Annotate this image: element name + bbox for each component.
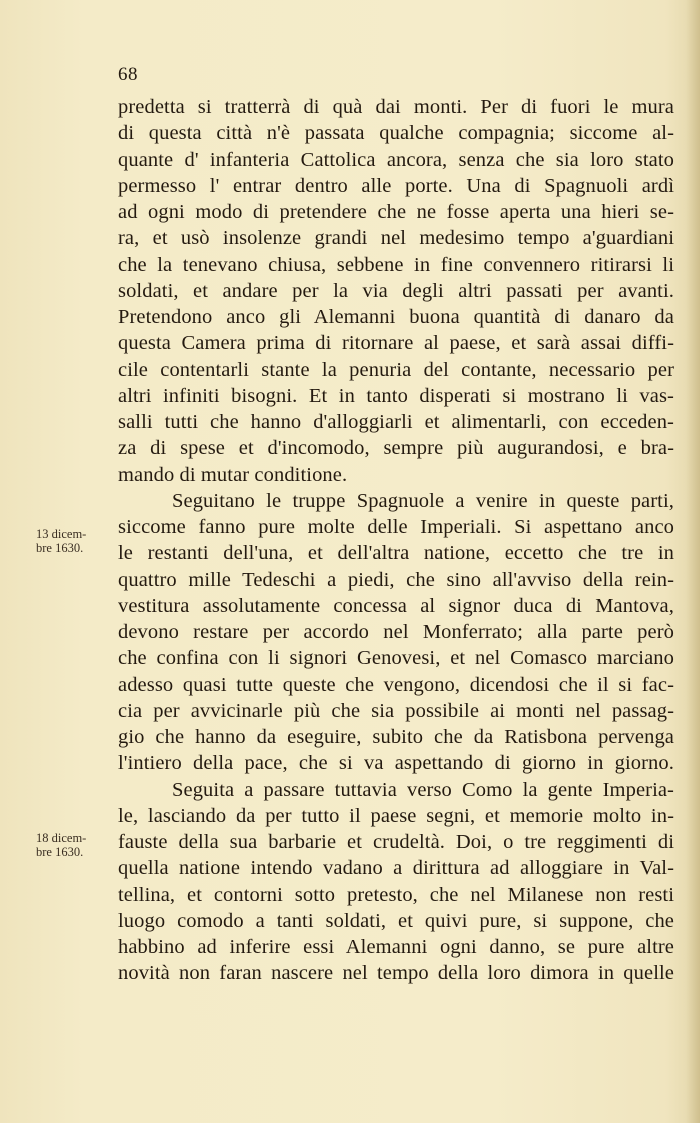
text-line: predetta si tratterrà di quà dai monti. Per di fuori le mura [118,96,674,118]
text-line: questa Camera prima di ritornare al paese, et sarà assai diffi- [118,332,674,355]
text-line: salli tutti che hanno d'alloggiarli et alimentarli, con ecceden- [118,411,674,433]
text-line: Seguita a passare tuttavia verso Como la gente Imperia- [172,778,674,801]
text-line: Pretendono anco gli Alemanni buona quantità di danaro da [118,306,674,328]
text-line: quattro mille Tedeschi a piedi, che sino all'avviso della rein- [118,568,674,591]
text-line: altri infiniti bisogni. Et in tanto disperati si mostrano li vas- [118,384,674,407]
text-line: habbino ad inferire essi Alemanni ogni danno, se pure altre [118,936,674,958]
text-line: devono restare per accordo nel Monferrato; alla parte però [118,621,674,643]
text-line: le restanti dell'una, et dell'altra natione, eccetto che tre in [118,542,674,565]
paragraph-3 [118,777,674,987]
text-line: che confina con li signori Genovesi, et nel Comasco marciano [118,647,674,670]
text-line: ra, et usò insolenze grandi nel medesimo tempo a'guardiani [118,227,674,250]
text-line: quella natione intendo vadano a dirittura ad alloggiare in Val- [118,857,674,880]
text-line: luogo comodo a tanti soldati, et quivi pure, si suppone, che [118,909,674,932]
margin-note-line: bre 1630. [36,845,84,859]
text-line: l'intiero della pace, che si va aspettando di giorno in giorno. [118,752,674,775]
text-line: ad ogni modo di pretendere che ne fosse aperta una hieri se- [118,201,674,223]
text-line: mando di mutar conditione. [118,463,348,486]
text-line: che la tenevano chiusa, sebbene in fine convennero ritirarsi li [118,253,674,276]
text-line: za di spese et d'incomodo, sempre più augurandosi, e bra- [118,437,674,460]
margin-note-date-2 [36,831,108,859]
text-line: gio che hanno da eseguire, subito che da Ratisbona pervenga [118,726,674,748]
text-line: cia per avvicinarle più che sia possibile ai monti nel passag- [118,699,674,722]
text-line: di questa città n'è passata qualche compagnia; siccome al- [118,122,674,145]
paragraph-1 [118,94,674,488]
text-line: fauste della sua barbarie et crudeltà. Doi, o tre reggimenti di [118,831,674,853]
margin-note-line: bre 1630. [36,541,84,555]
text-line: tellina, et contorni sotto pretesto, che nel Milanese non resti [118,883,674,906]
page-number: 68 [118,64,138,85]
text-line: novità non faran nascere nel tempo della loro dimora in quelle [118,962,674,985]
margin-note-line: 18 dicem- [36,831,87,845]
text-line: cile contentarli stante la penuria del contante, necessario per [118,358,674,381]
margin-note-line: 13 dicem- [36,527,87,541]
text-line: Seguitano le truppe Spagnuole a venire in queste parti, [172,489,674,512]
text-line: siccome fanno pure molte delle Imperiali. Si aspettano anco [118,516,674,538]
paragraph-2 [118,488,674,777]
text-line: vestitura assolutamente concessa al signor duca di Mantova, [118,594,674,617]
page-edge-shadow [686,0,700,1123]
body-text [118,94,674,987]
text-line: adesso quasi tutte queste che vengono, dicendosi che il si fac- [118,673,674,696]
text-line: soldati, et andare per la via degli altri passati per avanti. [118,279,674,302]
text-line: le, lasciando da per tutto il paese segni, et memorie molto in- [118,804,674,827]
text-line: permesso l' entrar dentro alle porte. Una di Spagnuoli ardì [118,174,674,197]
margin-note-date-1 [36,527,108,555]
text-line: quante d' infanteria Cattolica ancora, senza che sia loro stato [118,148,674,171]
